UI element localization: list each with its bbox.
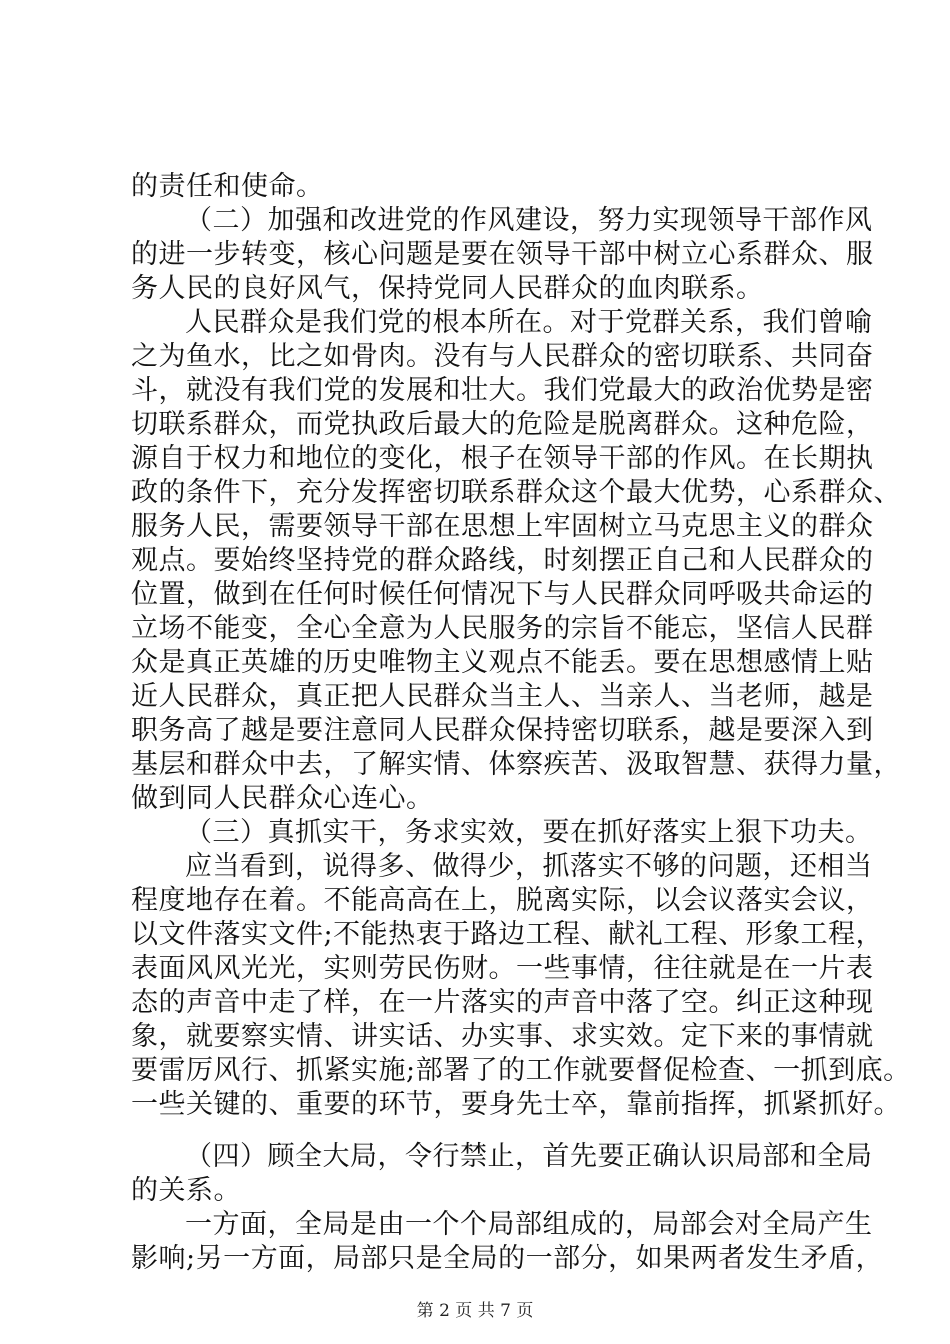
text-line: 以文件落实文件;不能热衷于路边工程、献礼工程、形象工程，	[131, 919, 884, 950]
text-line: 立场不能变，全心全意为人民服务的宗旨不能忘，坚信人民群	[131, 613, 874, 644]
section-heading-2: （二）加强和改进党的作风建设，努力实现领导干部作风	[185, 205, 873, 236]
text-line: 做到同人民群众心连心。	[131, 783, 434, 814]
text-line: 的进一步转变，核心问题是要在领导干部中树立心系群众、服	[131, 239, 874, 270]
text-line: 位置，做到在任何时候任何情况下与人民群众同呼吸共命运的	[131, 579, 874, 610]
section-heading-3: （三）真抓实干，务求实效，要在抓好落实上狠下功夫。	[185, 817, 873, 848]
text-line: 政的条件下，充分发挥密切联系群众这个最大优势，心系群众、	[131, 477, 901, 508]
text-line: 一些关键的、重要的环节，要身先士卒，靠前指挥，抓紧抓好。	[131, 1089, 901, 1120]
text-line: 程度地存在着。不能高高在上，脱离实际，以会议落实会议，	[131, 885, 874, 916]
text-line: 表面风风光光，实则劳民伤财。一些事情，往往就是在一片表	[131, 953, 874, 984]
text-line: 切联系群众，而党执政后最大的危险是脱离群众。这种危险，	[131, 409, 874, 440]
text-line: 斗，就没有我们党的发展和壮大。我们党最大的政治优势是密	[131, 375, 874, 406]
text-line: 观点。要始终坚持党的群众路线，时刻摆正自己和人民群众的	[131, 545, 874, 576]
text-line: 源自于权力和地位的变化，根子在领导干部的作风。在长期执	[131, 443, 874, 474]
text-line: 服务人民，需要领导干部在思想上牢固树立马克思主义的群众	[131, 511, 874, 542]
text-line: 象，就要察实情、讲实话、办实事、求实效。定下来的事情就	[131, 1021, 874, 1052]
text-line: 务人民的良好风气，保持党同人民群众的血肉联系。	[131, 273, 764, 304]
paragraph-start: 人民群众是我们党的根本所在。对于党群关系，我们曾喻	[185, 307, 873, 338]
page-number-footer: 第 2 页 共 7 页	[416, 1301, 534, 1321]
paragraph-start: 一方面，全局是由一个个局部组成的，局部会对全局产生	[185, 1209, 873, 1240]
text-line: 态的声音中走了样，在一片落实的声音中落了空。纠正这种现	[131, 987, 874, 1018]
text-line: 影响;另一方面，局部只是全局的一部分，如果两者发生矛盾，	[131, 1243, 884, 1274]
text-line: 众是真正英雄的历史唯物主义观点不能丢。要在思想感情上贴	[131, 647, 874, 678]
text-line: 的关系。	[131, 1175, 241, 1206]
text-line: 要雷厉风行、抓紧实施;部署了的工作就要督促检查、一抓到底。	[131, 1055, 911, 1086]
text-line: 的责任和使命。	[131, 171, 324, 202]
text-line: 职务高了越是要注意同人民群众保持密切联系，越是要深入到	[131, 715, 874, 746]
section-heading-4: （四）顾全大局，令行禁止，首先要正确认识局部和全局	[185, 1141, 873, 1172]
text-line: 之为鱼水，比之如骨肉。没有与人民群众的密切联系、共同奋	[131, 341, 874, 372]
text-line: 近人民群众，真正把人民群众当主人、当亲人、当老师，越是	[131, 681, 874, 712]
text-line: 基层和群众中去，了解实情、体察疾苦、汲取智慧、获得力量，	[131, 749, 901, 780]
paragraph-start: 应当看到，说得多、做得少，抓落实不够的问题，还相当	[185, 851, 873, 882]
